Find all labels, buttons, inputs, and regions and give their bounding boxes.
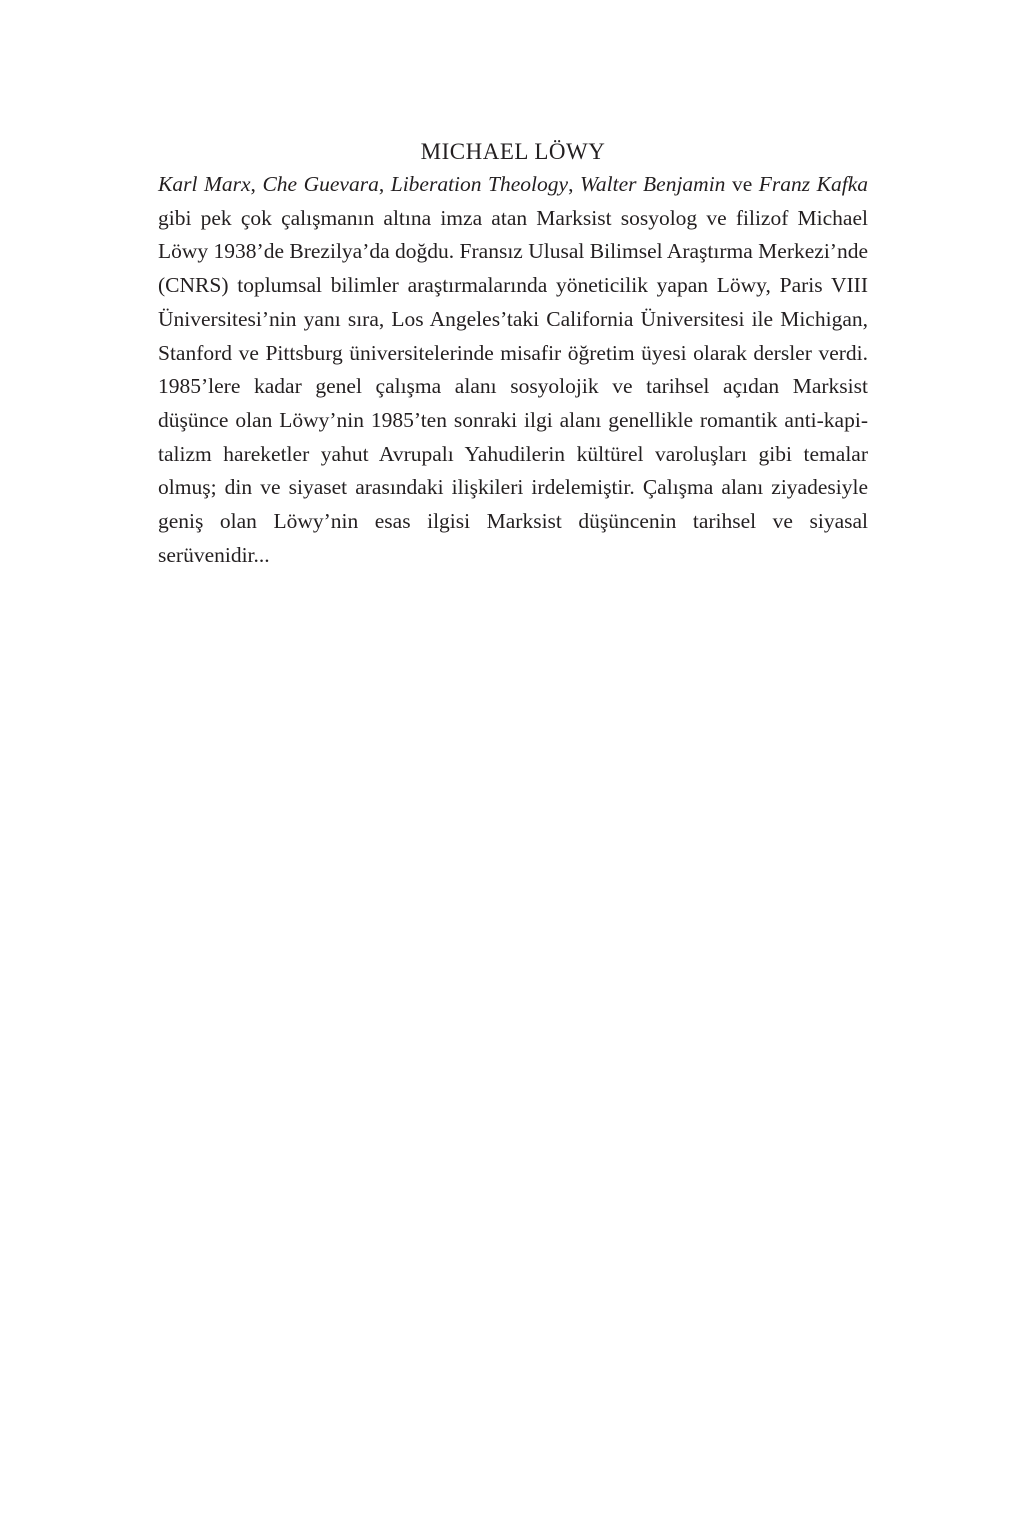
- work-separator: ve: [725, 172, 759, 196]
- work-title-liberation-theology: Liberation Theology: [390, 172, 569, 196]
- work-separator: ,: [378, 172, 391, 196]
- work-title-franz-kafka: Franz Kafka: [758, 172, 869, 196]
- work-title-che-guevara: Che Guevara: [262, 172, 379, 196]
- author-name: MICHAEL LÖWY: [420, 139, 606, 164]
- work-title-walter-benjamin: Walter Benjamin: [579, 172, 726, 196]
- work-separator: ,: [568, 172, 580, 196]
- work-separator: ,: [250, 172, 263, 196]
- work-title-karl-marx: Karl Marx: [158, 172, 251, 196]
- author-bio-paragraph: [158, 168, 868, 572]
- bio-body-text: gibi pek çok çalışmanın altına imza atan Marksist sosyolog ve filizof Michael Löwy 1938’de Brezilya’da doğdu. Fransız Ulusal Bilimsel Araştırma Merkezi’nde (CNRS) toplumsal bilimler araştırmalarında yöneticilik yapan Löwy, Paris VIII Üniversitesi’nin yanı sıra, Los Angeles’taki California Üniversitesi ile Michigan, Stanford ve Pittsburg üniversitelerinde misafir öğretim üyesi olarak dersler verdi. 1985’lere kadar genel çalışma alanı sosyolojik ve tarihsel açıdan Marksist düşünce olan Löwy’nin 1985’ten sonraki ilgi alanı genellikle romantik anti-kapitalizm hareketler yahut Avrupalı Yahudilerin kültürel varoluşları gibi temalar olmuş; din ve siyaset arasındaki ilişkileri irdelemiştir. Çalışma alanı ziyadesiyle geniş olan Löwy’nin esas ilgisi Marksist düşüncenin tarihsel ve siyasal serüvenidir...: [158, 205, 868, 567]
- author-bio-section: [158, 136, 868, 572]
